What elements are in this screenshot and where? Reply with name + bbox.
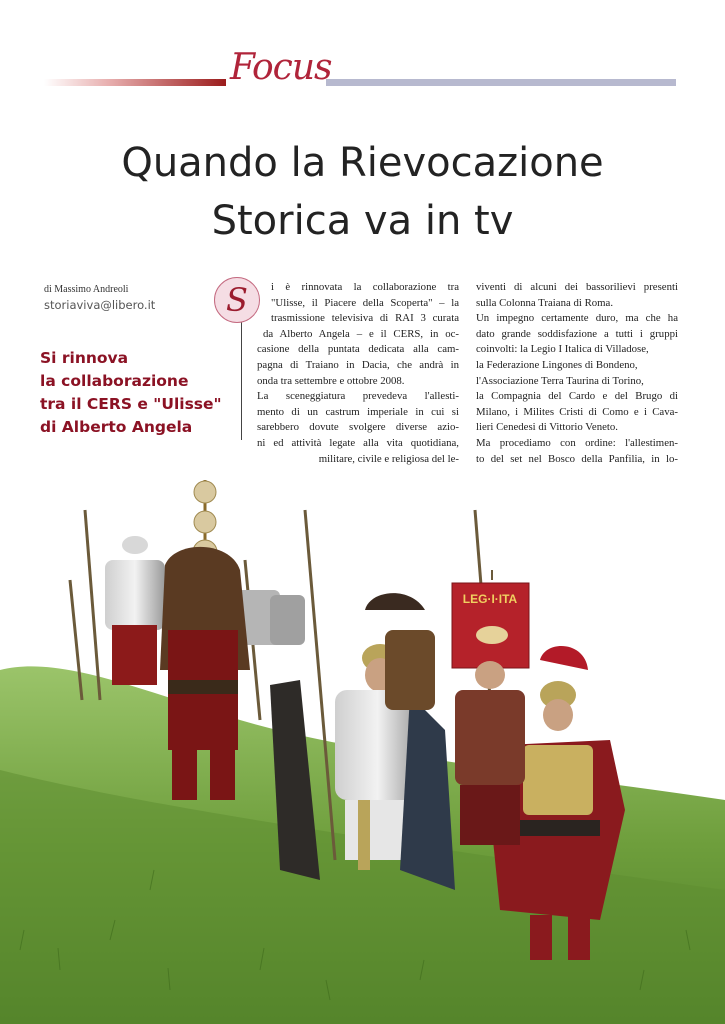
drop-cap: S [214, 277, 260, 323]
body-line: la Federazione Lingones di Bondeno, [476, 358, 638, 371]
title-line: Storica va in tv [211, 198, 514, 244]
byline: di Massimo Andreoli [44, 284, 129, 295]
body-line: l'Associazione Terra Taurina di Torino, [476, 374, 644, 387]
subhead-line: tra il CERS e "Ulisse" [40, 395, 222, 413]
author-email[interactable]: storiaviva@libero.it [44, 298, 156, 312]
body-line: da Alberto Angela – e il CERS, in oc- [263, 327, 459, 340]
body-line: sulla Colonna Traiana di Roma. [476, 296, 614, 309]
body-line: La sceneggiatura prevedeva l'allesti- [257, 390, 459, 403]
body-line: to del set nel Bosco della Panfilia, in lo- [476, 452, 678, 465]
column-divider [241, 322, 242, 440]
article-title [40, 134, 685, 250]
body-line: casione della puntata dedicata alla cam- [257, 343, 459, 356]
focus-rule-right [326, 79, 676, 86]
body-line: la Compagnia del Cardo e del Brugo di [476, 390, 678, 403]
body-line: pagna di Traiano in Dacia, che andrà in [257, 358, 459, 371]
body-line: coinvolti: la Legio I Italica di Villadose, [476, 343, 649, 356]
body-line: Milano, i Milites Cristi di Como e i Cava- [476, 405, 678, 418]
body-line: Ma procediamo con ordine: l'allestimen- [476, 436, 678, 449]
body-line: trasmissione televisiva di RAI 3 curata [271, 312, 459, 325]
subhead-line: la collaborazione [40, 372, 189, 390]
legionaries-illustration [0, 470, 725, 1024]
subhead-line: di Alberto Angela [40, 418, 193, 436]
banner-text: LEG·I·ITA [462, 592, 518, 606]
body-line: onda tra settembre e ottobre 2008. [257, 374, 405, 387]
body-line: Un impegno certamente duro, ma che ha [476, 312, 678, 325]
body-line: lieri Cenedesi di Vittorio Veneto. [476, 421, 618, 434]
focus-rule-left [44, 79, 226, 86]
body-line: mento di un castrum imperiale in cui si [257, 405, 459, 418]
title-line: Quando la Rievocazione [121, 140, 604, 186]
body-line: ni ed attività legate alla vita quotidiana, [257, 436, 459, 449]
subhead-line: Si rinnova [40, 349, 129, 367]
body-line: "Ulisse, il Piacere della Scoperta" – la [271, 296, 459, 309]
body-line: sarebbero dovute svolgere diverse azio- [257, 421, 459, 434]
body-line: i è rinnovata la collaborazione tra [271, 281, 459, 293]
body-line: viventi di alcuni dei bassorilievi presenti [476, 281, 678, 293]
legionaries-photo [0, 470, 725, 1024]
body-line: dato grande soddisfazione a tutti i gruppi [476, 327, 678, 340]
section-label: Focus [230, 47, 332, 88]
body-line: militare, civile e religiosa del le- [318, 452, 459, 465]
subhead [40, 347, 240, 439]
legion-banner [452, 570, 529, 668]
